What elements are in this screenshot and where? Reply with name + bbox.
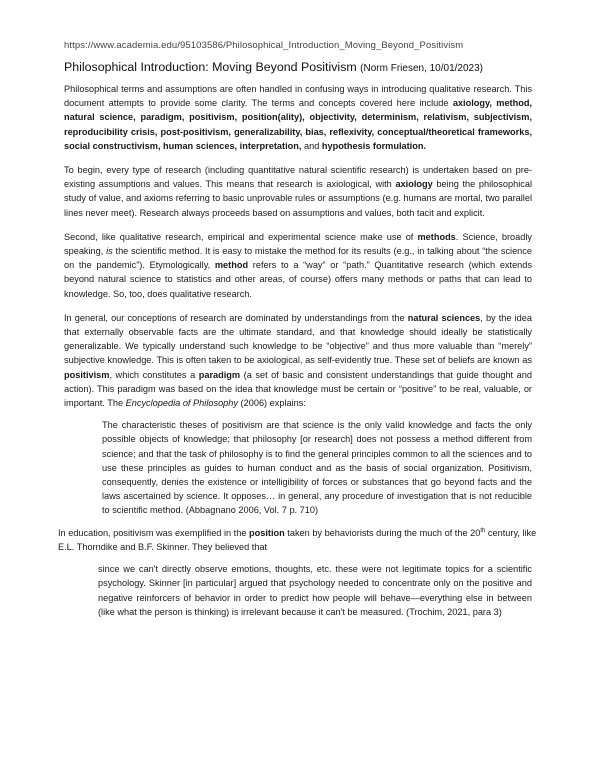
p4-encyclopedia: Encyclopedia of Philosophy <box>125 398 238 409</box>
p3-methods: methods <box>417 231 456 242</box>
author-date: (Norm Friesen, 10/01/2023) <box>360 63 484 74</box>
block-quote-trochim: since we can't directly observe emotions, thoughts, etc. these were not legitimate topics for a scientific psychology. Skinner [in particular] argued that psychology needed to concentrate only on the positive and negative reinforcers of behavior in order to predict how people will behave—everything else in between (like what the person is thinking) is irrelevant because it can't be measured. (Trochim, 2021, para 3) <box>98 564 532 617</box>
p3-method: method <box>214 260 249 271</box>
p4-i: (2006) explains: <box>238 398 306 409</box>
p4-e: , which constitutes a <box>109 369 199 380</box>
p4-a: In general, our conceptions of research are dominated by understandings from the <box>64 312 408 323</box>
p2-axiology: axiology <box>395 179 433 190</box>
p4-c: , by the idea that externally observable facts are the ultimate standard, and that knowledge should ideally be statistically generalizable. We typically understand such knowledge to be “objective” and thus more valuable than “merely” subjective knowledge. This is often taken to be axiological, as self-evidently true. These set of beliefs are known as <box>64 312 532 366</box>
p3-a: Second, like qualitative research, empirical and experimental science make use of <box>64 231 418 242</box>
p4-positivism: positivism <box>64 369 110 380</box>
source-url: https://www.academia.edu/95103586/Philosophical_Introduction_Moving_Beyond_Positivism <box>64 40 464 51</box>
p4-natural-sciences: natural sciences <box>407 312 481 323</box>
paragraph-positivism <box>64 311 532 410</box>
p1-text: Philosophical terms and assumptions are often handled in confusing ways in introducing qualitative research. This document attempts to provide some clarity. The terms and concepts covered here include <box>64 84 532 109</box>
p1-last-term: hypothesis formulation. <box>321 140 426 151</box>
p2-c: being the philosophical study of value, and axioms referring to basic unprovable rules or assumptions (e.g. humans are mortal, two parallel lines never meet). Research always proceeds based on assumptions and values, both tacit and explicit. <box>64 179 532 218</box>
p1-and: and <box>301 140 322 151</box>
p5-sup: th <box>480 527 486 534</box>
paragraph-axiology <box>64 163 532 220</box>
p3-e: the scientific method. It is easy to mistake the method for its results (e.g., in talking about “the science on the pandemic”). Etymologically, <box>64 246 532 271</box>
p4-g: (a set of basic and consistent understandings that guide thought and action). This paradigm was based on the idea that knowledge must be certain or “positive” to be real, valuable, or important. The <box>64 369 532 409</box>
p5-position: position <box>249 527 285 538</box>
p4-paradigm: paradigm <box>198 369 241 380</box>
p5-a: In education, positivism was exemplified in the <box>58 527 249 538</box>
paragraph-intro <box>64 82 532 153</box>
p1-terms: axiology, method, natural science, paradigm, positivism, position(ality), objectivity, determinism, relativism, subjectivism, reproducibility crisis, post-positivism, generalizability, bias, reflexivity, conceptual/theoretical frameworks, social constructivism, human sciences, interpretation, <box>64 98 533 151</box>
paragraph-methods <box>64 230 532 301</box>
p3-g: refers to a “way” or “path.” Quantitative research (which extends beyond natural science to statistics and other areas, of course) offers many methods or paths that can lead to knowledge. So, too, does qualitative research. <box>64 260 532 299</box>
paragraph-education <box>58 526 538 554</box>
p2-a: To begin, every type of research (including quantitative natural scientific research) is undertaken based on pre-existing assumptions and values. This means that research is axiological, with <box>64 165 532 190</box>
p3-is: is <box>106 246 113 257</box>
p5-d: century, like E.L. Thorndike and B.F. Skinner. They believed that <box>58 527 537 552</box>
p3-c: . Science, broadly speaking, <box>64 231 533 257</box>
title-text: Philosophical Introduction: Moving Beyond Positivism <box>64 60 357 74</box>
block-quote-abbagnano: The characteristic theses of positivism are that science is the only valid knowledge and facts the only possible objects of knowledge; that philosophy [or research] does not possess a method different from science; and that the task of philosophy is to find the general principles common to all the sciences and to use these principles as guides to human conduct and as the basis of social organization. Positivism, consequently, denies the existence or intelligibility of forces or substances that go beyond facts and the laws ascertained by science. It opposes… in general, any procedure of investigation that is not reducible to scientific method. (Abbagnano 2006, Vol. 7 p. 710) <box>102 420 532 516</box>
document-body <box>58 82 537 619</box>
p5-c: taken by behaviorists during the much of the 20 <box>284 527 481 538</box>
page-title <box>64 60 544 74</box>
